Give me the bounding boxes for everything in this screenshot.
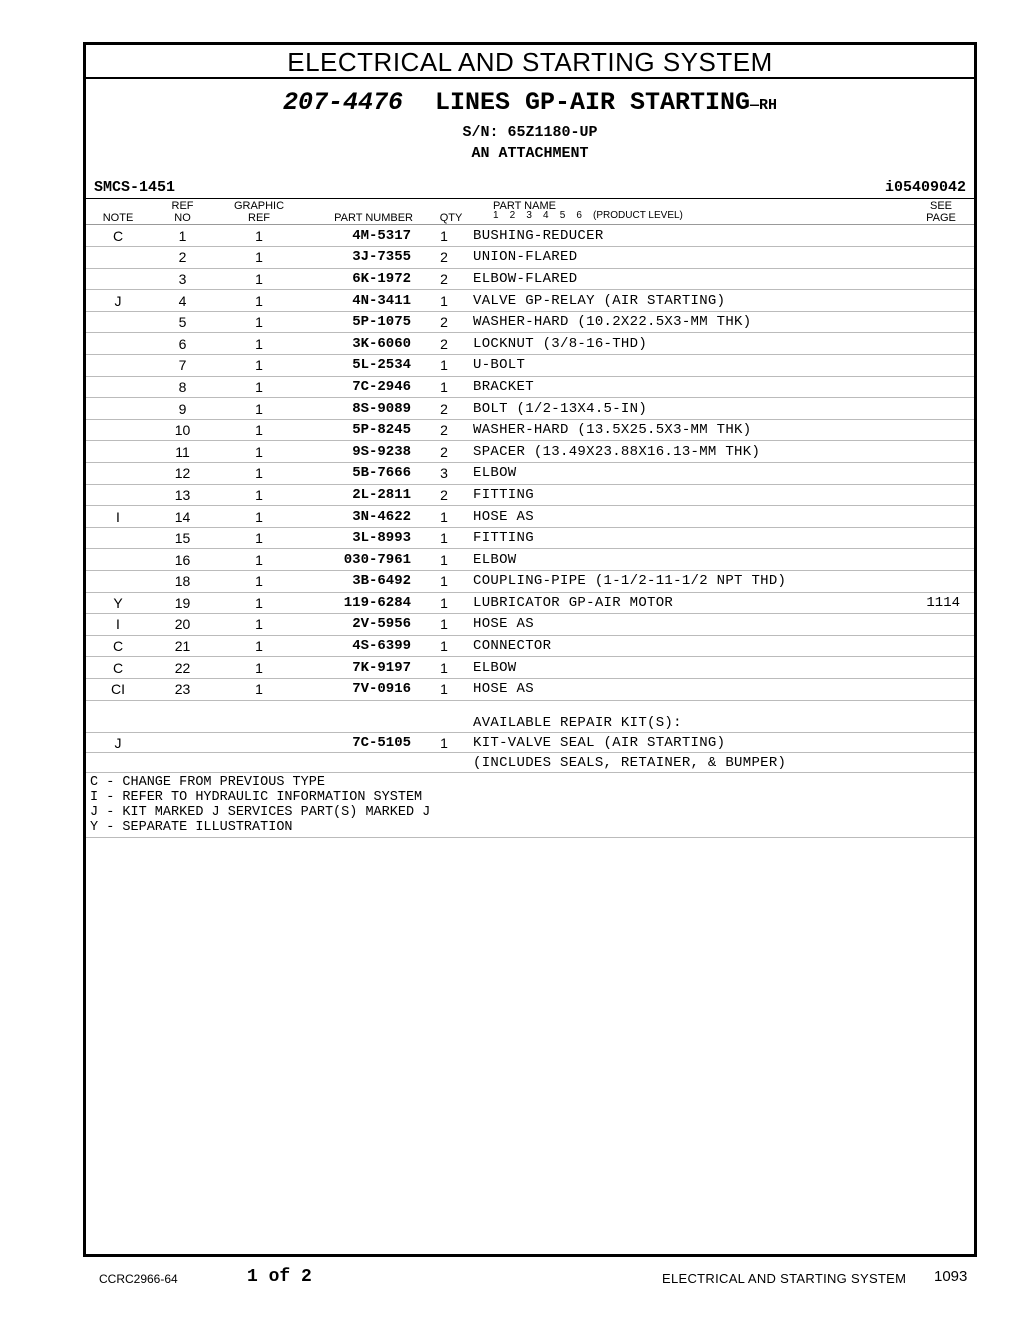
part-note bbox=[86, 441, 150, 463]
part-name: LUBRICATOR GP-AIR MOTOR bbox=[469, 592, 899, 614]
table-row bbox=[86, 290, 974, 312]
col-qty: QTY bbox=[439, 212, 463, 224]
see-page bbox=[899, 506, 974, 528]
legend-line: I - REFER TO HYDRAULIC INFORMATION SYSTEM bbox=[90, 790, 423, 806]
ref-number: 3 bbox=[150, 268, 215, 290]
notes-legend bbox=[86, 773, 974, 838]
part-qty: 2 bbox=[419, 268, 469, 290]
kit-heading-row bbox=[86, 701, 974, 733]
graphic-ref: 1 bbox=[215, 247, 303, 269]
group-side: —RH bbox=[750, 97, 778, 114]
table-row bbox=[86, 506, 974, 528]
part-qty: 2 bbox=[419, 441, 469, 463]
part-qty: 1 bbox=[419, 506, 469, 528]
graphic-ref: 1 bbox=[215, 571, 303, 593]
repair-kit-table bbox=[86, 701, 974, 774]
part-qty: 1 bbox=[419, 571, 469, 593]
see-page bbox=[899, 635, 974, 657]
col-part-number: PART NUMBER bbox=[334, 212, 413, 224]
see-page bbox=[899, 441, 974, 463]
part-note bbox=[86, 527, 150, 549]
part-qty: 1 bbox=[419, 376, 469, 398]
table-row bbox=[86, 419, 974, 441]
part-note bbox=[86, 333, 150, 355]
col-see-bottom: PAGE bbox=[926, 212, 956, 224]
part-name: ELBOW bbox=[469, 657, 899, 679]
footer-doc-id: CCRC2966-64 bbox=[99, 1272, 178, 1286]
table-row bbox=[86, 355, 974, 377]
part-qty: 1 bbox=[419, 657, 469, 679]
table-row bbox=[86, 247, 974, 269]
see-page bbox=[899, 657, 974, 679]
part-name: LOCKNUT (3/8-16-THD) bbox=[469, 333, 899, 355]
part-note: I bbox=[86, 614, 150, 636]
section-title: ELECTRICAL AND STARTING SYSTEM bbox=[86, 45, 974, 79]
ref-number: 10 bbox=[150, 419, 215, 441]
ref-number: 1 bbox=[150, 225, 215, 247]
part-qty: 2 bbox=[419, 333, 469, 355]
group-part-number: 207-4476 bbox=[282, 88, 403, 117]
see-page bbox=[899, 527, 974, 549]
graphic-ref: 1 bbox=[215, 268, 303, 290]
legend-line: J - KIT MARKED J SERVICES PART(S) MARKED J bbox=[90, 805, 431, 821]
table-row bbox=[86, 225, 974, 247]
table-row bbox=[86, 657, 974, 679]
kit-name: KIT-VALVE SEAL (AIR STARTING) bbox=[469, 733, 899, 753]
ref-number: 9 bbox=[150, 398, 215, 420]
part-name: HOSE AS bbox=[469, 506, 899, 528]
ref-number: 13 bbox=[150, 484, 215, 506]
graphic-ref: 1 bbox=[215, 225, 303, 247]
ref-number: 21 bbox=[150, 635, 215, 657]
ref-number: 2 bbox=[150, 247, 215, 269]
col-ref-top: REF bbox=[171, 200, 194, 212]
see-page bbox=[899, 333, 974, 355]
part-number: 7V-0916 bbox=[303, 678, 419, 700]
page-frame bbox=[83, 42, 977, 1257]
ref-number: 23 bbox=[150, 678, 215, 700]
ref-number: 7 bbox=[150, 355, 215, 377]
part-note: CI bbox=[86, 678, 150, 700]
part-number: 3N-4622 bbox=[303, 506, 419, 528]
kit-heading: AVAILABLE REPAIR KIT(S): bbox=[469, 701, 899, 733]
part-number: 3B-6492 bbox=[303, 571, 419, 593]
ref-number: 6 bbox=[150, 333, 215, 355]
kit-includes: (INCLUDES SEALS, RETAINER, & BUMPER) bbox=[469, 753, 899, 773]
part-name: UNION-FLARED bbox=[469, 247, 899, 269]
part-number: 2V-5956 bbox=[303, 614, 419, 636]
ref-number: 22 bbox=[150, 657, 215, 679]
part-name: VALVE GP-RELAY (AIR STARTING) bbox=[469, 290, 899, 312]
part-qty: 1 bbox=[419, 614, 469, 636]
smcs-code: SMCS-1451 bbox=[94, 179, 176, 196]
part-note bbox=[86, 419, 150, 441]
graphic-ref: 1 bbox=[215, 376, 303, 398]
see-page bbox=[899, 376, 974, 398]
graphic-ref: 1 bbox=[215, 333, 303, 355]
graphic-ref: 1 bbox=[215, 355, 303, 377]
part-note: C bbox=[86, 225, 150, 247]
part-number: 5L-2534 bbox=[303, 355, 419, 377]
part-number: 3K-6060 bbox=[303, 333, 419, 355]
part-number: 3L-8993 bbox=[303, 527, 419, 549]
graphic-ref: 1 bbox=[215, 506, 303, 528]
part-number: 6K-1972 bbox=[303, 268, 419, 290]
table-row bbox=[86, 376, 974, 398]
graphic-ref: 1 bbox=[215, 463, 303, 485]
part-note bbox=[86, 398, 150, 420]
part-name: ELBOW bbox=[469, 549, 899, 571]
see-page bbox=[899, 571, 974, 593]
ref-number: 20 bbox=[150, 614, 215, 636]
part-note bbox=[86, 571, 150, 593]
graphic-ref: 1 bbox=[215, 398, 303, 420]
part-name: U-BOLT bbox=[469, 355, 899, 377]
group-title bbox=[86, 87, 974, 122]
part-number: 4S-6399 bbox=[303, 635, 419, 657]
see-page bbox=[899, 355, 974, 377]
graphic-ref: 1 bbox=[215, 592, 303, 614]
graphic-ref: 1 bbox=[215, 635, 303, 657]
see-page bbox=[899, 311, 974, 333]
part-note bbox=[86, 463, 150, 485]
table-row bbox=[86, 527, 974, 549]
part-name: CONNECTOR bbox=[469, 635, 899, 657]
see-page bbox=[899, 398, 974, 420]
col-graphic-top: GRAPHIC bbox=[233, 200, 285, 212]
table-row bbox=[86, 333, 974, 355]
part-qty: 1 bbox=[419, 592, 469, 614]
ref-number: 19 bbox=[150, 592, 215, 614]
part-qty: 1 bbox=[419, 527, 469, 549]
part-qty: 2 bbox=[419, 484, 469, 506]
see-page bbox=[899, 678, 974, 700]
part-name: FITTING bbox=[469, 484, 899, 506]
part-note bbox=[86, 268, 150, 290]
part-number: 5P-1075 bbox=[303, 311, 419, 333]
see-page bbox=[899, 614, 974, 636]
part-number: 5P-8245 bbox=[303, 419, 419, 441]
page-footer bbox=[0, 1266, 1020, 1290]
part-qty: 1 bbox=[419, 290, 469, 312]
see-page bbox=[899, 419, 974, 441]
part-number: 119-6284 bbox=[303, 592, 419, 614]
see-page: 1114 bbox=[899, 592, 974, 614]
table-row bbox=[86, 571, 974, 593]
part-name: BOLT (1/2-13X4.5-IN) bbox=[469, 398, 899, 420]
table-row bbox=[86, 635, 974, 657]
col-ref-bottom: NO bbox=[174, 212, 191, 224]
table-row bbox=[86, 441, 974, 463]
ref-number: 14 bbox=[150, 506, 215, 528]
col-see-top: SEE bbox=[929, 200, 952, 212]
part-number: 5B-7666 bbox=[303, 463, 419, 485]
part-note bbox=[86, 376, 150, 398]
part-name: ELBOW bbox=[469, 463, 899, 485]
ref-number: 5 bbox=[150, 311, 215, 333]
category-label: AN ATTACHMENT bbox=[471, 145, 589, 162]
graphic-ref: 1 bbox=[215, 419, 303, 441]
graphic-ref: 1 bbox=[215, 657, 303, 679]
title-block bbox=[86, 79, 974, 164]
graphic-ref: 1 bbox=[215, 614, 303, 636]
see-page bbox=[899, 549, 974, 571]
part-note: J bbox=[86, 290, 150, 312]
kit-includes-row bbox=[86, 753, 974, 773]
part-qty: 1 bbox=[419, 678, 469, 700]
part-name: BUSHING-REDUCER bbox=[469, 225, 899, 247]
table-row bbox=[86, 614, 974, 636]
ref-number: 15 bbox=[150, 527, 215, 549]
kit-part-number: 7C-5105 bbox=[303, 733, 419, 753]
part-qty: 2 bbox=[419, 247, 469, 269]
part-number: 3J-7355 bbox=[303, 247, 419, 269]
table-row bbox=[86, 484, 974, 506]
part-number: 7C-2946 bbox=[303, 376, 419, 398]
table-row bbox=[86, 398, 974, 420]
ref-number: 8 bbox=[150, 376, 215, 398]
part-number: 4M-5317 bbox=[303, 225, 419, 247]
serial-number: S/N: 65Z1180-UP bbox=[462, 124, 598, 141]
part-number: 8S-9089 bbox=[303, 398, 419, 420]
ref-number: 12 bbox=[150, 463, 215, 485]
part-note bbox=[86, 247, 150, 269]
id-row bbox=[86, 176, 974, 198]
part-note bbox=[86, 355, 150, 377]
part-name: WASHER-HARD (10.2X22.5X3-MM THK) bbox=[469, 311, 899, 333]
part-qty: 1 bbox=[419, 225, 469, 247]
see-page bbox=[899, 268, 974, 290]
part-name: WASHER-HARD (13.5X25.5X3-MM THK) bbox=[469, 419, 899, 441]
part-note bbox=[86, 484, 150, 506]
part-note: C bbox=[86, 635, 150, 657]
part-note: I bbox=[86, 506, 150, 528]
part-qty: 2 bbox=[419, 311, 469, 333]
ref-number: 4 bbox=[150, 290, 215, 312]
graphic-ref: 1 bbox=[215, 484, 303, 506]
footer-page-number: 1093 bbox=[934, 1268, 968, 1285]
part-name: ELBOW-FLARED bbox=[469, 268, 899, 290]
see-page bbox=[899, 225, 974, 247]
part-qty: 1 bbox=[419, 355, 469, 377]
ref-number: 16 bbox=[150, 549, 215, 571]
col-note: NOTE bbox=[102, 212, 134, 224]
graphic-ref: 1 bbox=[215, 678, 303, 700]
col-graphic-bottom: REF bbox=[248, 212, 270, 224]
part-number: 2L-2811 bbox=[303, 484, 419, 506]
kit-note: J bbox=[86, 733, 150, 753]
graphic-ref: 1 bbox=[215, 311, 303, 333]
group-part-name: LINES GP-AIR STARTING bbox=[434, 88, 751, 117]
table-row bbox=[86, 268, 974, 290]
part-number: 4N-3411 bbox=[303, 290, 419, 312]
see-page bbox=[899, 484, 974, 506]
kit-qty: 1 bbox=[419, 733, 469, 753]
part-name: FITTING bbox=[469, 527, 899, 549]
part-note: Y bbox=[86, 592, 150, 614]
graphic-ref: 1 bbox=[215, 527, 303, 549]
part-note bbox=[86, 311, 150, 333]
ref-number: 18 bbox=[150, 571, 215, 593]
graphic-ref: 1 bbox=[215, 441, 303, 463]
part-number: 030-7961 bbox=[303, 549, 419, 571]
part-name: HOSE AS bbox=[469, 678, 899, 700]
part-number: 9S-9238 bbox=[303, 441, 419, 463]
graphic-ref: 1 bbox=[215, 549, 303, 571]
see-page bbox=[899, 463, 974, 485]
table-row bbox=[86, 678, 974, 700]
table-row bbox=[86, 311, 974, 333]
part-qty: 2 bbox=[419, 398, 469, 420]
col-product-level: 1 2 3 4 5 6 (PRODUCT LEVEL) bbox=[493, 210, 683, 221]
part-note: C bbox=[86, 657, 150, 679]
table-row bbox=[86, 549, 974, 571]
illustration-id: i05409042 bbox=[884, 179, 966, 196]
part-name: HOSE AS bbox=[469, 614, 899, 636]
column-header bbox=[86, 198, 974, 225]
legend-line: C - CHANGE FROM PREVIOUS TYPE bbox=[90, 775, 325, 791]
part-qty: 3 bbox=[419, 463, 469, 485]
part-number: 7K-9197 bbox=[303, 657, 419, 679]
part-qty: 1 bbox=[419, 635, 469, 657]
table-row bbox=[86, 592, 974, 614]
part-name: BRACKET bbox=[469, 376, 899, 398]
see-page bbox=[899, 290, 974, 312]
footer-page-of: 1 of 2 bbox=[247, 1267, 312, 1287]
col-part-name: PART NAME bbox=[493, 200, 556, 212]
kit-row bbox=[86, 733, 974, 753]
graphic-ref: 1 bbox=[215, 290, 303, 312]
table-row bbox=[86, 463, 974, 485]
part-name: SPACER (13.49X23.88X16.13-MM THK) bbox=[469, 441, 899, 463]
part-qty: 1 bbox=[419, 549, 469, 571]
ref-number: 11 bbox=[150, 441, 215, 463]
footer-system: ELECTRICAL AND STARTING SYSTEM bbox=[662, 1271, 907, 1286]
part-qty: 2 bbox=[419, 419, 469, 441]
part-name: COUPLING-PIPE (1-1/2-11-1/2 NPT THD) bbox=[469, 571, 899, 593]
part-note bbox=[86, 549, 150, 571]
see-page bbox=[899, 247, 974, 269]
parts-table bbox=[86, 225, 974, 701]
legend-line: Y - SEPARATE ILLUSTRATION bbox=[90, 820, 293, 836]
